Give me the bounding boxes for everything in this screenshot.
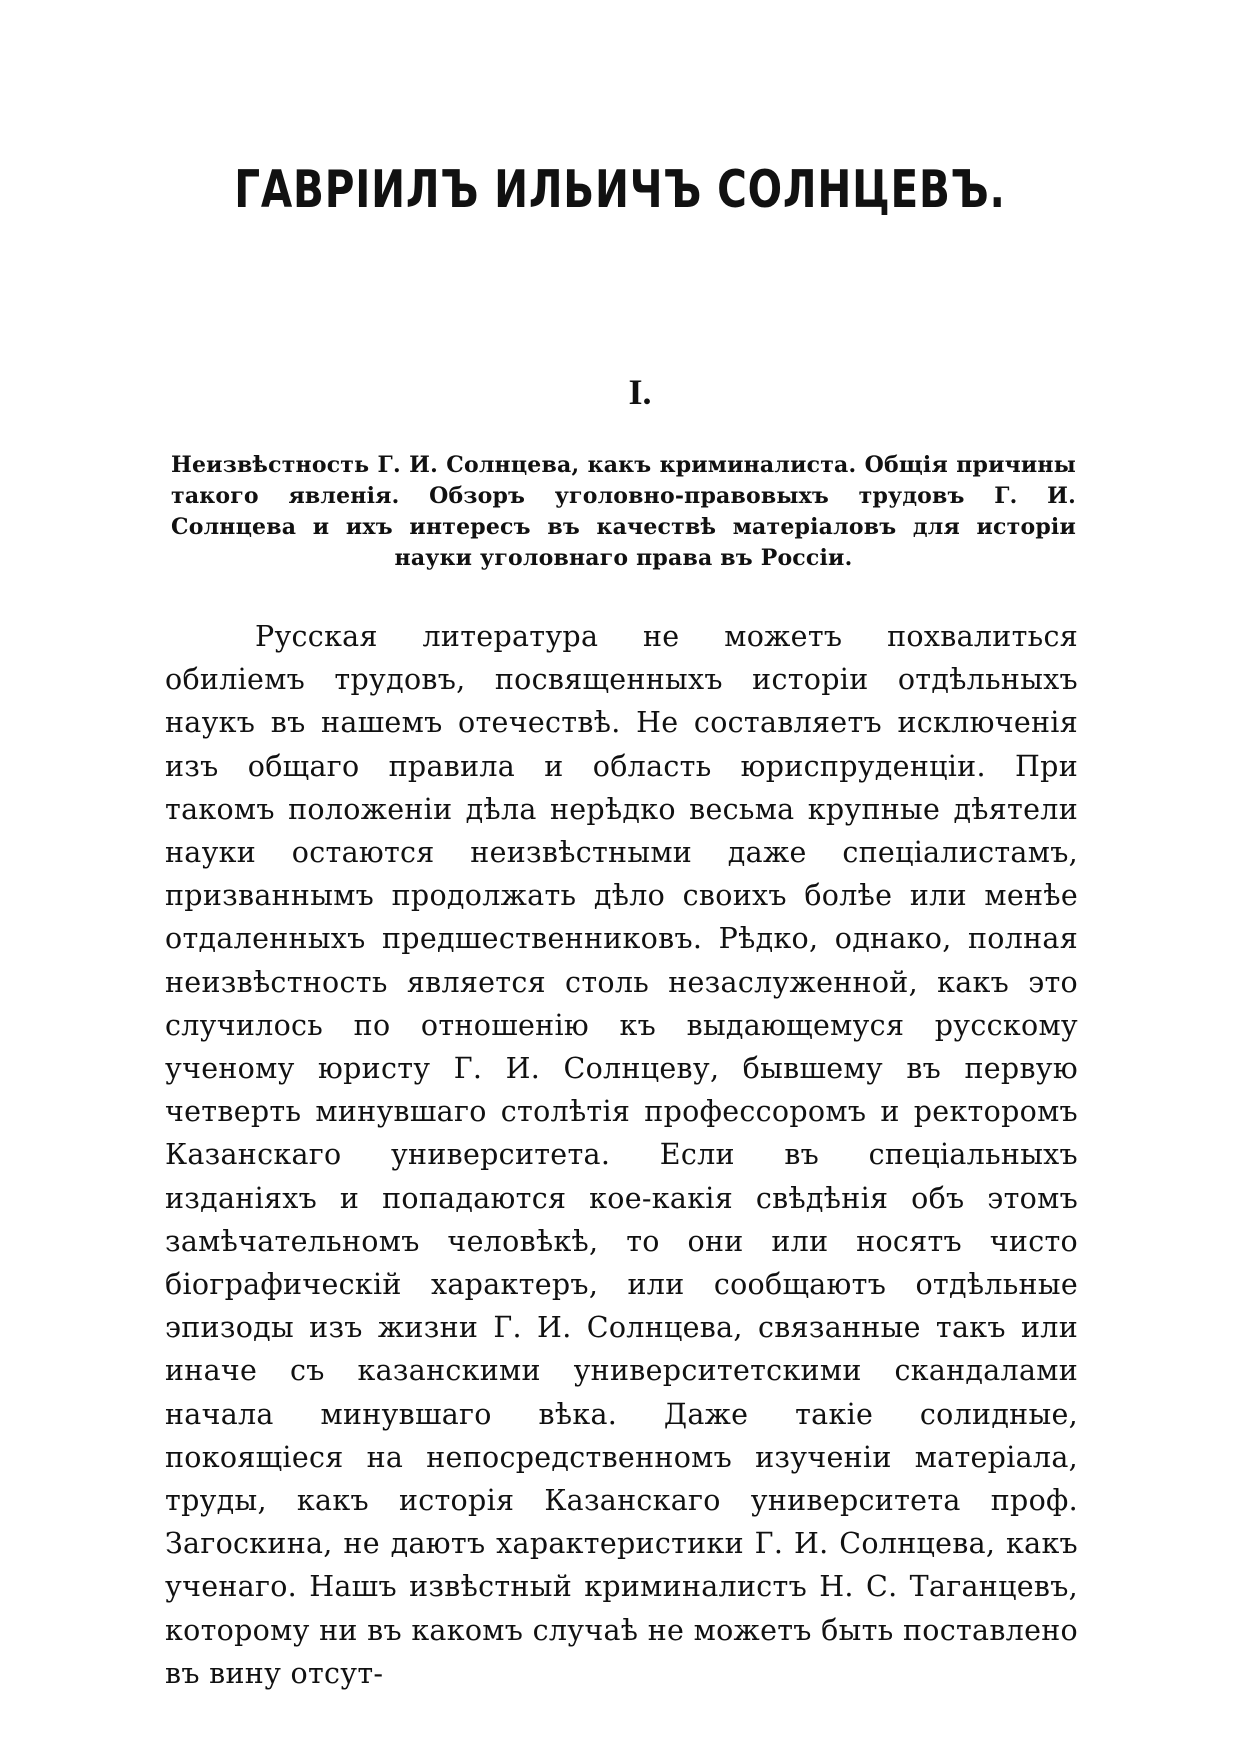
section-number: I. [628, 372, 652, 412]
page-title: ГАВРІИЛЪ ИЛЬИЧЪ СОЛНЦЕВЪ. [234, 160, 1006, 220]
chapter-summary: Неизвѣстность Г. И. Солнцева, какъ криминалиста. Общія причины такого явленія. Обзоръ уголовно-правовыхъ трудовъ Г. И. Солнцева и ихъ интересъ въ качествѣ матеріаловъ для исторіи науки уголовнаго права въ Россіи. [171, 452, 1076, 571]
body-paragraph: Русская литература не можетъ похвалиться обиліемъ трудовъ, посвященныхъ исторіи отдѣльныхъ наукъ въ нашемъ отечествѣ. Не составляетъ исключенія изъ общаго правила и область юриспруденціи. При такомъ положеніи дѣла нерѣдко весьма крупные дѣятели науки остаются неизвѣстными даже спеціалистамъ, призваннымъ продолжать дѣло своихъ болѣе или менѣе отдаленныхъ предшественниковъ. Рѣдко, однако, полная неизвѣстность является столь незаслуженной, какъ это случилось по отношенію къ выдающемуся русскому ученому юристу Г. И. Солнцеву, бывшему въ первую четверть минувшаго столѣтія профессоромъ и ректоромъ Казанскаго университета. Если въ спеціальныхъ изданіяхъ и попадаются кое-какія свѣдѣнія объ этомъ замѣчательномъ человѣкѣ, то они или носятъ чисто біографическій характеръ, или сообщаютъ отдѣльные эпизоды изъ жизни Г. И. Солнцева, связанные такъ или иначе съ казанскими университетскими скандалами начала минувшаго вѣка. Даже такіе солидные, покоящіеся на непосредственномъ изученіи матеріала, труды, какъ исторія Казанскаго университета проф. Загоскина, не даютъ характеристики Г. И. Солнцева, какъ ученаго. Нашъ извѣстный криминалистъ Н. С. Таганцевъ, которому ни въ какомъ случаѣ не можетъ быть поставлено въ вину отсут- [165, 620, 1078, 1690]
